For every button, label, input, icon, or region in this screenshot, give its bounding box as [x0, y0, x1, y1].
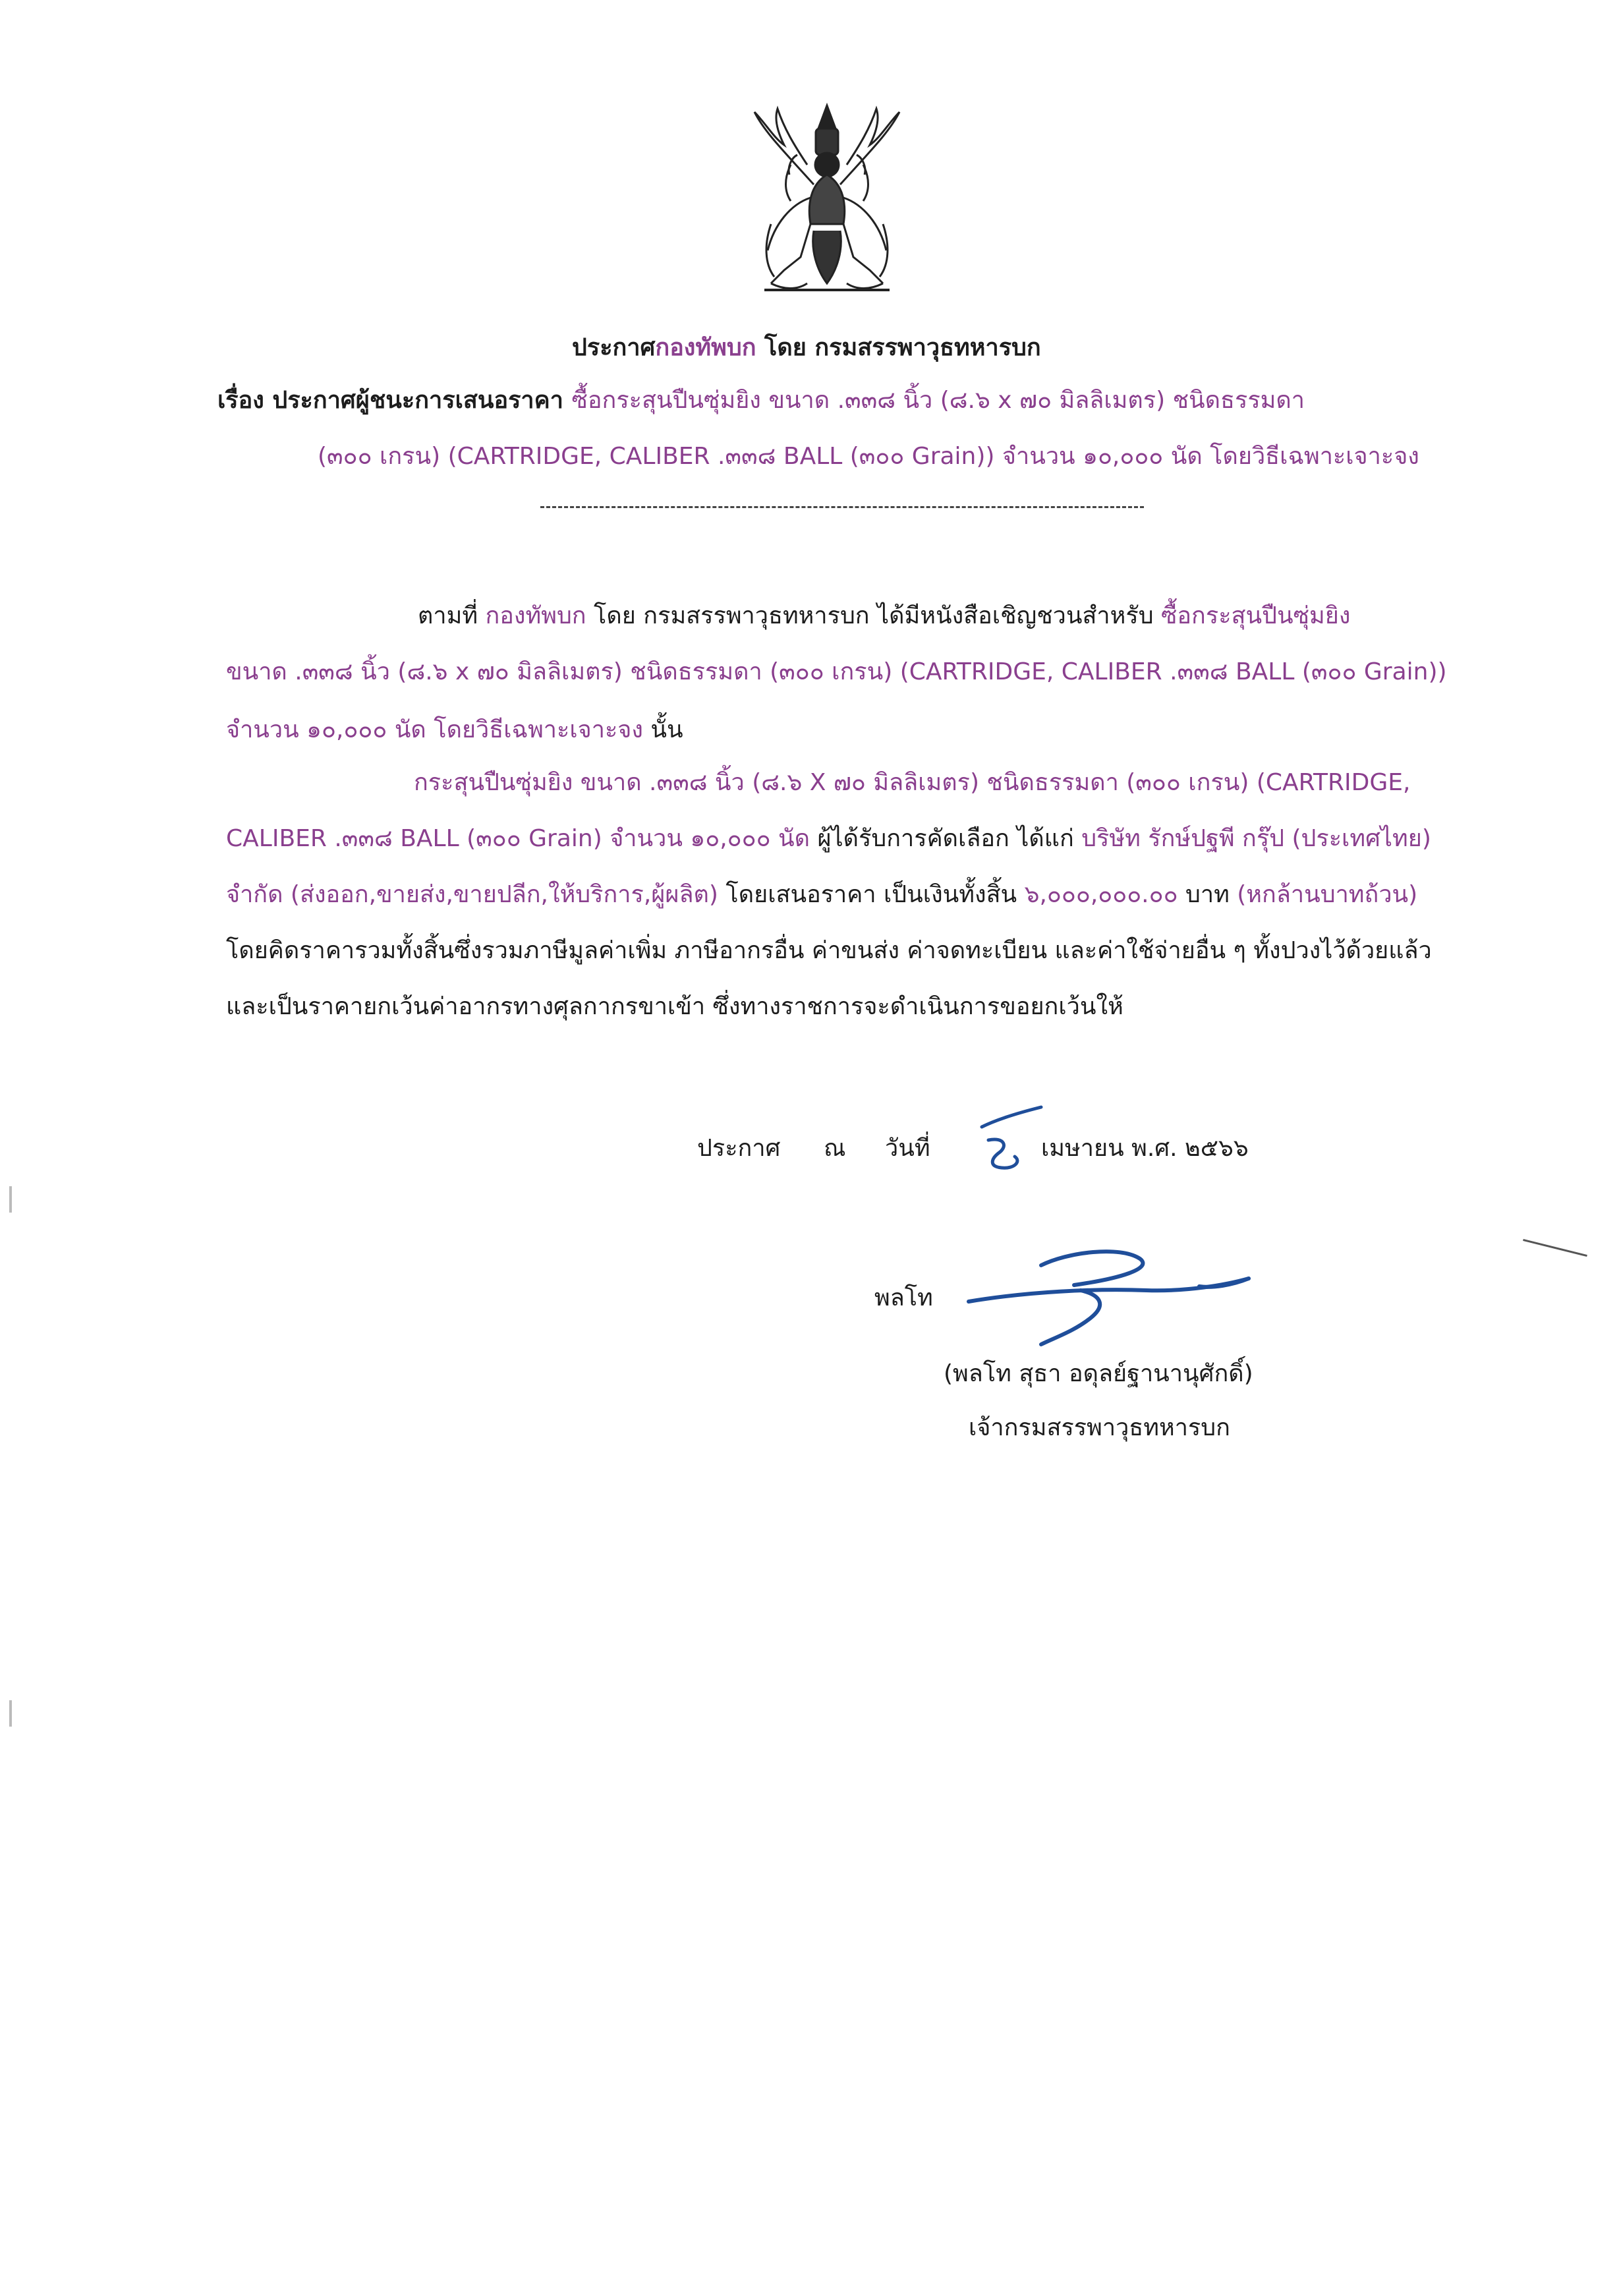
scan-mark-left-1 — [9, 1186, 12, 1213]
p1-agency: กองทัพบก — [485, 602, 586, 629]
signatory-position: เจ้ากรมสรรพาวุธทหารบก — [969, 1414, 1230, 1441]
subject-line-1 — [217, 384, 1305, 417]
document-title — [572, 331, 1041, 364]
title-suffix: โดย กรมสรรพาวุธทหารบก — [756, 334, 1041, 361]
p1-quantity: จำนวน ๑๐,๐๐๐ นัด โดยวิธีเฉพาะเจาะจง — [226, 716, 643, 743]
date-announce: ประกาศ — [697, 1135, 781, 1162]
paragraph-2-line-5: และเป็นราคายกเว้นค่าอากรทางศุลกากรขาเข้า ซึ่งทางราชการจะดำเนินการขอยกเว้นให้ — [226, 993, 1123, 1020]
scan-mark-left-2 — [9, 1700, 12, 1727]
handwritten-day-icon — [969, 1101, 1048, 1180]
subject-line-2: (๓๐๐ เกรน) (CARTRIDGE, CALIBER .๓๓๘ BALL (๓๐๐ Grain)) จำนวน ๑๐,๐๐๐ นัด โดยวิธีเฉพาะเจาะจง — [318, 443, 1419, 470]
paragraph-2-line-4: โดยคิดราคารวมทั้งสิ้นซึ่งรวมภาษีมูลค่าเพิ่ม ภาษีอากรอื่น ค่าขนส่ง ค่าจดทะเบียน และค่าใช้จ่ายอื่น ๆ ทั้งปวงไว้ด้วยแล้ว — [226, 937, 1432, 964]
p2-item: CALIBER .๓๓๘ BALL (๓๐๐ Grain) จำนวน ๑๐,๐๐๐ นัด — [226, 825, 810, 852]
paragraph-2-line-1: กระสุนปืนซุ่มยิง ขนาด .๓๓๘ นิ้ว (๘.๖ X ๗๐ มิลลิเมตร) ชนิดธรรมดา (๓๐๐ เกรน) (CARTRIDGE, — [414, 769, 1411, 796]
p2-amount-words: (หกล้านบาทถ้วน) — [1237, 881, 1418, 908]
p1-end: นั้น — [642, 716, 683, 743]
p1-text-a: ตามที่ — [418, 602, 486, 629]
p2-selected-label: ผู้ได้รับการคัดเลือก ได้แก่ — [810, 825, 1082, 852]
scan-mark-right — [1523, 1239, 1587, 1257]
signature-icon — [949, 1239, 1259, 1351]
date-day-label: วันที่ — [885, 1135, 930, 1162]
subject-text-1: ซื้อกระสุนปืนซุ่มยิง ขนาด .๓๓๘ นิ้ว (๘.๖ x ๗๐ มิลลิเมตร) ชนิดธรรมดา — [571, 387, 1305, 414]
title-prefix: ประกาศ — [572, 334, 656, 361]
date-month-year: เมษายน พ.ศ. ๒๕๖๖ — [1041, 1135, 1249, 1162]
signatory-name: (พลโท สุธา อดุลย์ฐานานุศักดิ์) — [944, 1360, 1253, 1387]
garuda-emblem-icon — [745, 92, 909, 310]
date-at: ณ — [824, 1135, 846, 1162]
divider — [540, 506, 1144, 508]
signatory-rank: พลโท — [874, 1284, 933, 1311]
paragraph-2-line-2 — [226, 822, 1431, 855]
p2-price-label: โดยเสนอราคา เป็นเงินทั้งสิ้น — [718, 881, 1025, 908]
p2-currency: บาท — [1178, 881, 1237, 908]
subject-label: เรื่อง ประกาศผู้ชนะการเสนอราคา — [217, 387, 572, 414]
p2-company-type: จำกัด (ส่งออก,ขายส่ง,ขายปลีก,ให้บริการ,ผู้ผลิต) — [226, 881, 718, 908]
paragraph-1-line-1 — [418, 600, 1350, 633]
title-agency: กองทัพบก — [655, 334, 756, 361]
paragraph-1-line-3 — [226, 714, 683, 747]
p2-amount: ๖,๐๐๐,๐๐๐.๐๐ — [1024, 881, 1178, 908]
p2-company: บริษัท รักษ์ปฐพี กรุ๊ป (ประเทศไทย) — [1081, 825, 1431, 852]
paragraph-1-line-2: ขนาด .๓๓๘ นิ้ว (๘.๖ x ๗๐ มิลลิเมตร) ชนิดธรรมดา (๓๐๐ เกรน) (CARTRIDGE, CALIBER .๓๓๘ BALL (๓๐๐ Grain)) — [226, 658, 1447, 685]
paragraph-2-line-3 — [226, 878, 1417, 911]
p1-item: ซื้อกระสุนปืนซุ่มยิง — [1161, 602, 1351, 629]
p1-text-c: โดย กรมสรรพาวุธทหารบก ได้มีหนังสือเชิญชวนสำหรับ — [586, 602, 1161, 629]
